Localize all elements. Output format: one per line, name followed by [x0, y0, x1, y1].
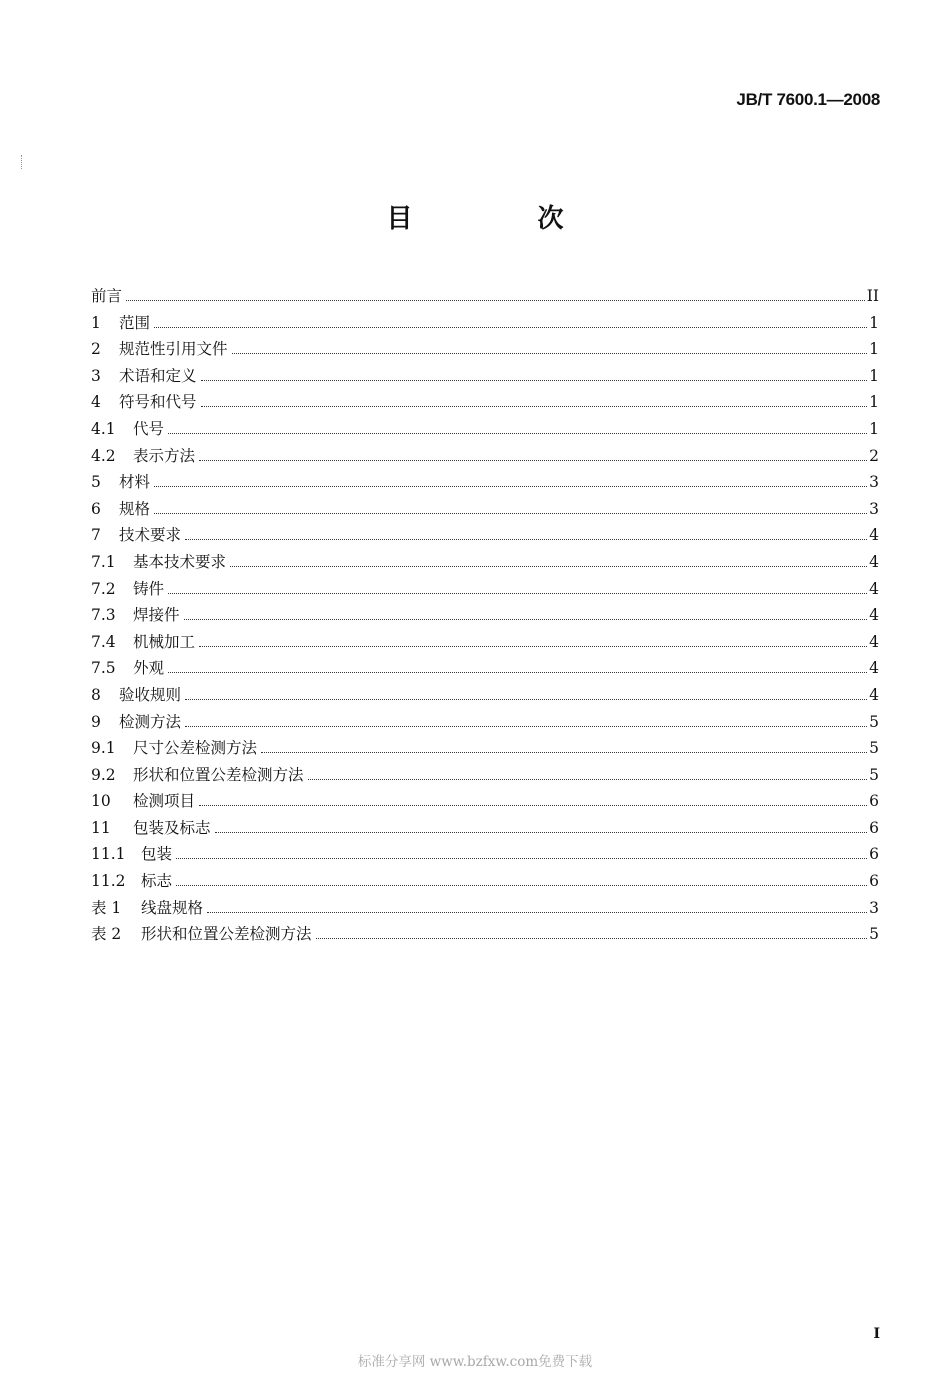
toc-dot-leader — [168, 592, 867, 594]
toc-entry-page: 4 — [869, 632, 879, 651]
toc-dot-leader — [126, 299, 865, 301]
toc-dot-leader — [168, 671, 867, 673]
table-of-contents — [91, 284, 879, 949]
toc-entry-number: 表 1 — [91, 898, 122, 917]
toc-entry-number: 表 2 — [91, 925, 122, 944]
toc-entry-number: 6 — [91, 499, 101, 518]
toc-entry-number: 5 — [91, 473, 101, 492]
toc-dot-leader — [176, 884, 867, 886]
toc-entry-label: 检测方法 — [119, 712, 182, 731]
toc-entry-label: 材料 — [119, 473, 151, 492]
toc-entry-page: 1 — [869, 419, 879, 438]
toc-dot-leader — [185, 698, 867, 700]
toc-entry-9[interactable] — [91, 710, 879, 737]
toc-entry-number: 4.2 — [91, 446, 116, 465]
toc-dot-leader — [154, 485, 867, 487]
toc-entry-label: 铸件 — [133, 579, 165, 598]
toc-entry-label: 基本技术要求 — [133, 552, 227, 571]
toc-entry-3[interactable] — [91, 364, 879, 391]
toc-entry-number: 9 — [91, 712, 101, 731]
toc-entry-page: II — [866, 287, 879, 305]
toc-entry-page: 1 — [869, 340, 879, 359]
toc-entry-foreword[interactable] — [91, 284, 879, 311]
toc-entry-number: 7.1 — [91, 552, 116, 571]
toc-dot-leader — [184, 618, 867, 620]
toc-entry-number: 7.2 — [91, 579, 116, 598]
toc-entry-8[interactable] — [91, 683, 879, 710]
toc-entry-page: 1 — [869, 366, 879, 385]
toc-entry-table-1[interactable] — [91, 896, 879, 923]
toc-entry-label: 线盘规格 — [141, 898, 204, 917]
toc-entry-label: 尺寸公差检测方法 — [133, 739, 258, 758]
toc-entry-page: 5 — [869, 739, 879, 758]
toc-entry-label: 规范性引用文件 — [119, 340, 228, 359]
toc-entry-label: 符号和代号 — [119, 393, 197, 412]
toc-title: 目 次 — [386, 204, 622, 234]
toc-entry-number: 7 — [91, 526, 101, 545]
toc-dot-leader — [154, 512, 867, 514]
page-number: I — [873, 1326, 880, 1342]
toc-entry-7-5[interactable] — [91, 656, 879, 683]
toc-entry-label: 包装及标志 — [133, 818, 211, 837]
toc-entry-number: 9.2 — [91, 765, 116, 784]
toc-entry-label: 前言 — [91, 287, 123, 305]
toc-entry-page: 3 — [869, 473, 879, 492]
toc-entry-5[interactable] — [91, 470, 879, 497]
toc-dot-leader — [201, 379, 867, 381]
toc-entry-label: 范围 — [119, 313, 151, 332]
toc-entry-number: 4 — [91, 393, 101, 412]
toc-entry-page: 4 — [869, 526, 879, 545]
toc-entry-page: 1 — [869, 313, 879, 332]
toc-entry-page: 6 — [869, 818, 879, 837]
toc-entry-11-1[interactable] — [91, 842, 879, 869]
toc-entry-7[interactable] — [91, 523, 879, 550]
toc-entry-page: 5 — [869, 765, 879, 784]
toc-dot-leader — [154, 326, 867, 328]
toc-dot-leader — [199, 459, 867, 461]
toc-entry-label: 包装 — [141, 845, 173, 864]
toc-entry-11[interactable] — [91, 816, 879, 843]
toc-dot-leader — [308, 778, 867, 780]
toc-entry-label: 代号 — [133, 419, 165, 438]
toc-dot-leader — [230, 565, 867, 567]
toc-entry-label: 规格 — [119, 499, 151, 518]
toc-entry-number: 7.4 — [91, 632, 116, 651]
toc-entry-number: 11.1 — [91, 845, 126, 864]
toc-entry-4-2[interactable] — [91, 444, 879, 471]
toc-entry-7-4[interactable] — [91, 630, 879, 657]
toc-entry-4-1[interactable] — [91, 417, 879, 444]
toc-dot-leader — [199, 804, 867, 806]
toc-entry-table-2[interactable] — [91, 922, 879, 949]
toc-entry-page: 3 — [869, 499, 879, 518]
toc-entry-number: 11 — [91, 818, 111, 837]
standard-code: JB/T 7600.1—2008 — [736, 90, 880, 109]
toc-entry-label: 形状和位置公差检测方法 — [133, 765, 304, 784]
scan-artifact-mark — [21, 155, 24, 169]
toc-entry-page: 1 — [869, 393, 879, 412]
toc-entry-2[interactable] — [91, 337, 879, 364]
toc-dot-leader — [215, 831, 867, 833]
toc-entry-label: 外观 — [133, 659, 165, 678]
toc-entry-10[interactable] — [91, 789, 879, 816]
toc-entry-page: 6 — [869, 792, 879, 811]
toc-dot-leader — [232, 352, 867, 354]
toc-entry-number: 7.3 — [91, 606, 116, 625]
toc-entry-page: 3 — [869, 898, 879, 917]
toc-entry-number: 1 — [91, 313, 101, 332]
toc-entry-11-2[interactable] — [91, 869, 879, 896]
toc-entry-label: 标志 — [141, 872, 173, 891]
toc-dot-leader — [176, 857, 867, 859]
toc-entry-label: 焊接件 — [133, 606, 180, 625]
toc-dot-leader — [201, 405, 867, 407]
toc-entry-page: 4 — [869, 606, 879, 625]
toc-entry-page: 5 — [869, 712, 879, 731]
toc-entry-number: 8 — [91, 685, 101, 704]
toc-entry-9-2[interactable] — [91, 763, 879, 790]
toc-entry-number: 7.5 — [91, 659, 116, 678]
toc-entry-page: 5 — [869, 925, 879, 944]
toc-entry-label: 检测项目 — [133, 792, 196, 811]
toc-entry-label: 表示方法 — [133, 446, 196, 465]
toc-entry-page: 2 — [869, 446, 879, 465]
toc-entry-number: 4.1 — [91, 419, 116, 438]
toc-entry-number: 11.2 — [91, 872, 126, 891]
toc-entry-page: 4 — [869, 552, 879, 571]
toc-entry-page: 4 — [869, 685, 879, 704]
toc-entry-4[interactable] — [91, 390, 879, 417]
toc-entry-label: 形状和位置公差检测方法 — [141, 925, 312, 944]
toc-entry-label: 验收规则 — [119, 685, 182, 704]
toc-entry-page: 4 — [869, 659, 879, 678]
toc-entry-label: 技术要求 — [119, 526, 182, 545]
toc-entry-7-2[interactable] — [91, 577, 879, 604]
toc-dot-leader — [185, 538, 867, 540]
toc-entry-label: 术语和定义 — [119, 366, 197, 385]
toc-entry-6[interactable] — [91, 497, 879, 524]
toc-entry-number: 10 — [91, 792, 111, 811]
toc-entry-number: 2 — [91, 340, 101, 359]
toc-entry-7-1[interactable] — [91, 550, 879, 577]
toc-entry-page: 4 — [869, 579, 879, 598]
toc-entry-label: 机械加工 — [133, 632, 196, 651]
toc-dot-leader — [168, 432, 867, 434]
toc-entry-7-3[interactable] — [91, 603, 879, 630]
toc-dot-leader — [261, 751, 867, 753]
toc-dot-leader — [207, 911, 867, 913]
toc-entry-page: 6 — [869, 872, 879, 891]
toc-entry-page: 6 — [869, 845, 879, 864]
watermark-text: 标准分享网 www.bzfxw.com免费下载 — [357, 1354, 593, 1370]
toc-dot-leader — [185, 725, 867, 727]
toc-entry-9-1[interactable] — [91, 736, 879, 763]
toc-dot-leader — [199, 645, 867, 647]
toc-entry-number: 3 — [91, 366, 101, 385]
toc-dot-leader — [316, 937, 867, 939]
toc-entry-1[interactable] — [91, 311, 879, 338]
toc-entry-number: 9.1 — [91, 739, 116, 758]
